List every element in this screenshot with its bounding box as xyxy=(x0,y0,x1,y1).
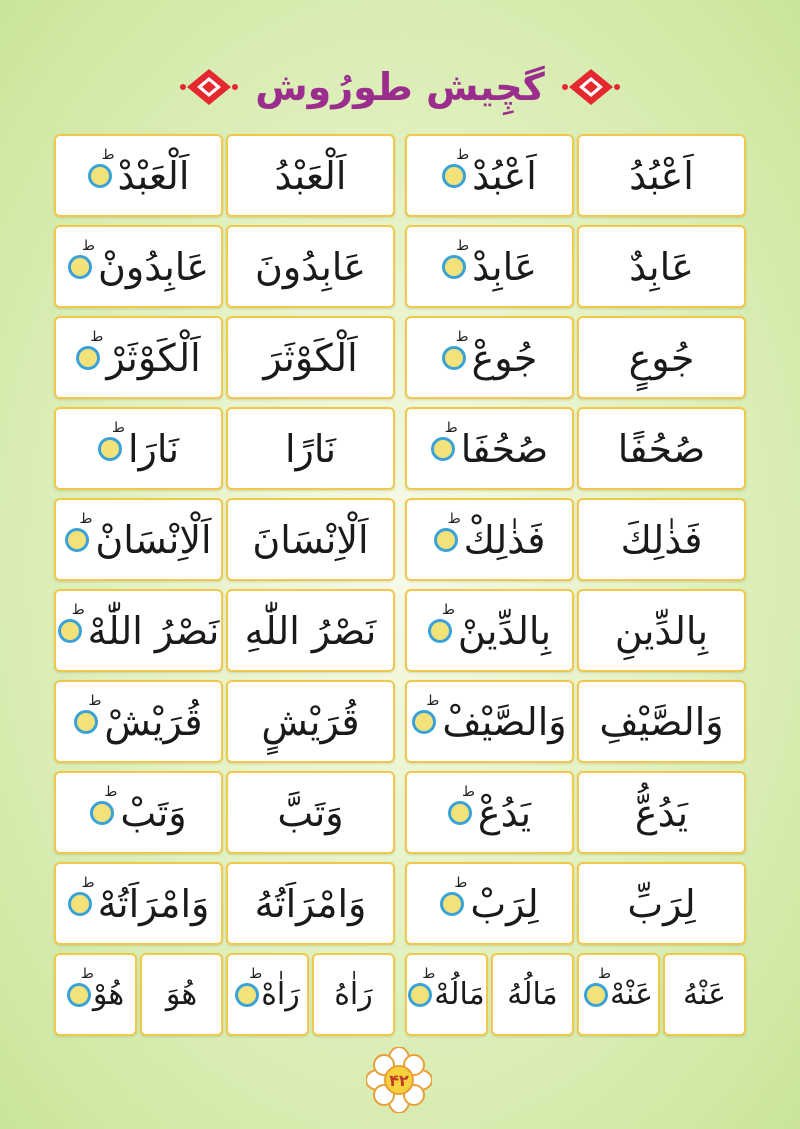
word-card xyxy=(226,771,395,854)
red-diamond-ornament-icon xyxy=(179,65,239,109)
word-stopped: اَعْبُدْ xyxy=(472,153,537,198)
word-stopped: وَالصَّيْفْ xyxy=(442,699,567,744)
word: اَلْكَوْثَرَ xyxy=(263,335,358,380)
word-stopped: اَلْكَوْثَرْ xyxy=(106,335,201,380)
right-group xyxy=(405,771,746,854)
word-row xyxy=(54,589,746,672)
word-card-stopped xyxy=(405,498,574,581)
waqf-circle-icon xyxy=(440,892,464,916)
word-card xyxy=(577,225,746,308)
word-card xyxy=(226,225,395,308)
word-card-stopped xyxy=(577,953,660,1036)
waqf-circle-icon xyxy=(448,801,472,825)
word-stopped: وَامْرَاَتُهْ xyxy=(97,881,210,926)
left-group xyxy=(54,862,395,945)
waqf-circle-icon xyxy=(58,619,82,643)
word-row xyxy=(54,680,746,763)
left-group xyxy=(54,498,395,581)
word-card-stopped xyxy=(54,589,223,672)
word-card xyxy=(491,953,574,1036)
left-group xyxy=(54,316,395,399)
word-row xyxy=(54,316,746,399)
word: قُرَيْشٍ xyxy=(261,699,360,744)
word-card-stopped xyxy=(405,407,574,490)
word-card xyxy=(577,771,746,854)
word: يَدُعُّ xyxy=(634,790,689,835)
word-stopped: هُوْ xyxy=(92,977,125,1012)
waqf-circle-icon xyxy=(442,255,466,279)
word-stopped: يَدُعْ xyxy=(477,790,532,835)
word: بِالدِّينِ xyxy=(614,608,709,653)
word-stopped: لِرَبْ xyxy=(470,881,539,926)
word: صُحُفًا xyxy=(617,426,706,471)
word-card-stopped xyxy=(405,316,574,399)
word-stopped: بِالدِّينْ xyxy=(457,608,552,653)
left-group xyxy=(54,680,395,763)
right-group xyxy=(405,498,746,581)
word-stopped: اَلْاِنْسَانْ xyxy=(95,517,212,562)
flower-page-number-icon xyxy=(366,1047,432,1113)
waqf-circle-icon xyxy=(65,528,89,552)
word-row xyxy=(54,498,746,581)
word-card xyxy=(312,953,395,1036)
word: وَامْرَاَتُهُ xyxy=(254,881,367,926)
waqf-circle-icon xyxy=(412,710,436,734)
word-card xyxy=(226,498,395,581)
word-card xyxy=(577,862,746,945)
waqf-circle-icon xyxy=(76,346,100,370)
waqf-circle-icon xyxy=(68,892,92,916)
word: عَابِدُونَ xyxy=(254,244,367,289)
word: نَارًا xyxy=(284,426,337,471)
word: رَاٰهُ xyxy=(334,977,373,1012)
word-row xyxy=(54,953,746,1036)
right-group xyxy=(405,225,746,308)
waqf-circle-icon xyxy=(74,710,98,734)
waqf-circle-icon xyxy=(408,983,432,1007)
waqf-circle-icon xyxy=(235,983,259,1007)
word-stopped: وَتَبْ xyxy=(120,790,187,835)
waqf-circle-icon xyxy=(90,801,114,825)
word-row xyxy=(54,771,746,854)
waqf-circle-icon xyxy=(584,983,608,1007)
word-stopped: عَنْهْ xyxy=(609,977,654,1012)
word-card xyxy=(577,316,746,399)
word-card-stopped xyxy=(54,316,223,399)
word-stopped: نَصْرُ اللّٰهْ xyxy=(87,608,220,653)
word-stopped: صُحُفَا xyxy=(460,426,549,471)
left-group xyxy=(54,225,395,308)
word-card xyxy=(140,953,223,1036)
word-card xyxy=(577,680,746,763)
word: عَنْهُ xyxy=(682,977,727,1012)
word: وَتَبَّ xyxy=(277,790,344,835)
word-card-stopped xyxy=(54,862,223,945)
waqf-circle-icon xyxy=(428,619,452,643)
word: نَصْرُ اللّٰهِ xyxy=(244,608,377,653)
waqf-circle-icon xyxy=(442,164,466,188)
waqf-circle-icon xyxy=(67,983,91,1007)
right-group xyxy=(405,589,746,672)
word-card xyxy=(226,316,395,399)
red-diamond-ornament-icon xyxy=(561,65,621,109)
word-stopped: مَالُهْ xyxy=(434,977,485,1012)
right-group xyxy=(405,953,746,1036)
waqf-circle-icon xyxy=(88,164,112,188)
word-stopped: عَابِدُونْ xyxy=(97,244,210,289)
word: اَلْعَبْدُ xyxy=(274,153,347,198)
word: وَالصَّيْفِ xyxy=(599,699,724,744)
right-group xyxy=(405,680,746,763)
word-grid xyxy=(54,134,746,1036)
waqf-circle-icon xyxy=(431,437,455,461)
word-stopped: عَابِدْ xyxy=(472,244,537,289)
left-group xyxy=(54,953,395,1036)
right-group xyxy=(405,316,746,399)
word: هُوَ xyxy=(165,977,198,1012)
word-stopped: جُوعْ xyxy=(471,335,538,380)
right-group xyxy=(405,862,746,945)
word-card-stopped xyxy=(405,134,574,217)
page-title: گچِیش طورُوش xyxy=(255,65,545,109)
word-card-stopped xyxy=(405,589,574,672)
word: لِرَبِّ xyxy=(627,881,696,926)
word-row xyxy=(54,225,746,308)
word-card-stopped xyxy=(54,680,223,763)
left-group xyxy=(54,771,395,854)
left-group xyxy=(54,589,395,672)
right-group xyxy=(405,407,746,490)
word-stopped: اَلْعَبْدْ xyxy=(117,153,190,198)
word-stopped: رَاٰهْ xyxy=(261,977,300,1012)
page-header xyxy=(0,52,800,122)
word-card xyxy=(226,680,395,763)
word-card-stopped xyxy=(54,134,223,217)
word: مَالُهُ xyxy=(507,977,558,1012)
waqf-circle-icon xyxy=(434,528,458,552)
word-card xyxy=(226,589,395,672)
left-group xyxy=(54,134,395,217)
word-card-stopped xyxy=(54,225,223,308)
word-card xyxy=(577,134,746,217)
word-card-stopped xyxy=(405,680,574,763)
word-row xyxy=(54,134,746,217)
page-number: ۴۲ xyxy=(389,1071,409,1090)
word: جُوعٍ xyxy=(628,335,695,380)
word-card-stopped xyxy=(405,771,574,854)
word-card xyxy=(577,407,746,490)
word-row xyxy=(54,862,746,945)
word-card-stopped xyxy=(54,407,223,490)
word-card xyxy=(226,407,395,490)
word-card-stopped xyxy=(405,862,574,945)
word-row xyxy=(54,407,746,490)
word: اَلْاِنْسَانَ xyxy=(252,517,369,562)
word-card xyxy=(577,589,746,672)
right-group xyxy=(405,134,746,217)
waqf-circle-icon xyxy=(442,346,466,370)
word-card xyxy=(663,953,746,1036)
word-stopped: نَارَا xyxy=(127,426,180,471)
word-card-stopped xyxy=(226,953,309,1036)
word-card xyxy=(226,862,395,945)
left-group xyxy=(54,407,395,490)
word: فَذٰلِكَ xyxy=(620,517,703,562)
waqf-circle-icon xyxy=(68,255,92,279)
word-card-stopped xyxy=(54,771,223,854)
word: عَابِدٌ xyxy=(629,244,694,289)
word-card xyxy=(577,498,746,581)
word-stopped: فَذٰلِكْ xyxy=(463,517,546,562)
word-stopped: قُرَيْشْ xyxy=(104,699,203,744)
word: اَعْبُدُ xyxy=(629,153,694,198)
word-card xyxy=(226,134,395,217)
waqf-circle-icon xyxy=(98,437,122,461)
word-card-stopped xyxy=(405,225,574,308)
word-card-stopped xyxy=(54,953,137,1036)
word-card-stopped xyxy=(405,953,488,1036)
word-card-stopped xyxy=(54,498,223,581)
